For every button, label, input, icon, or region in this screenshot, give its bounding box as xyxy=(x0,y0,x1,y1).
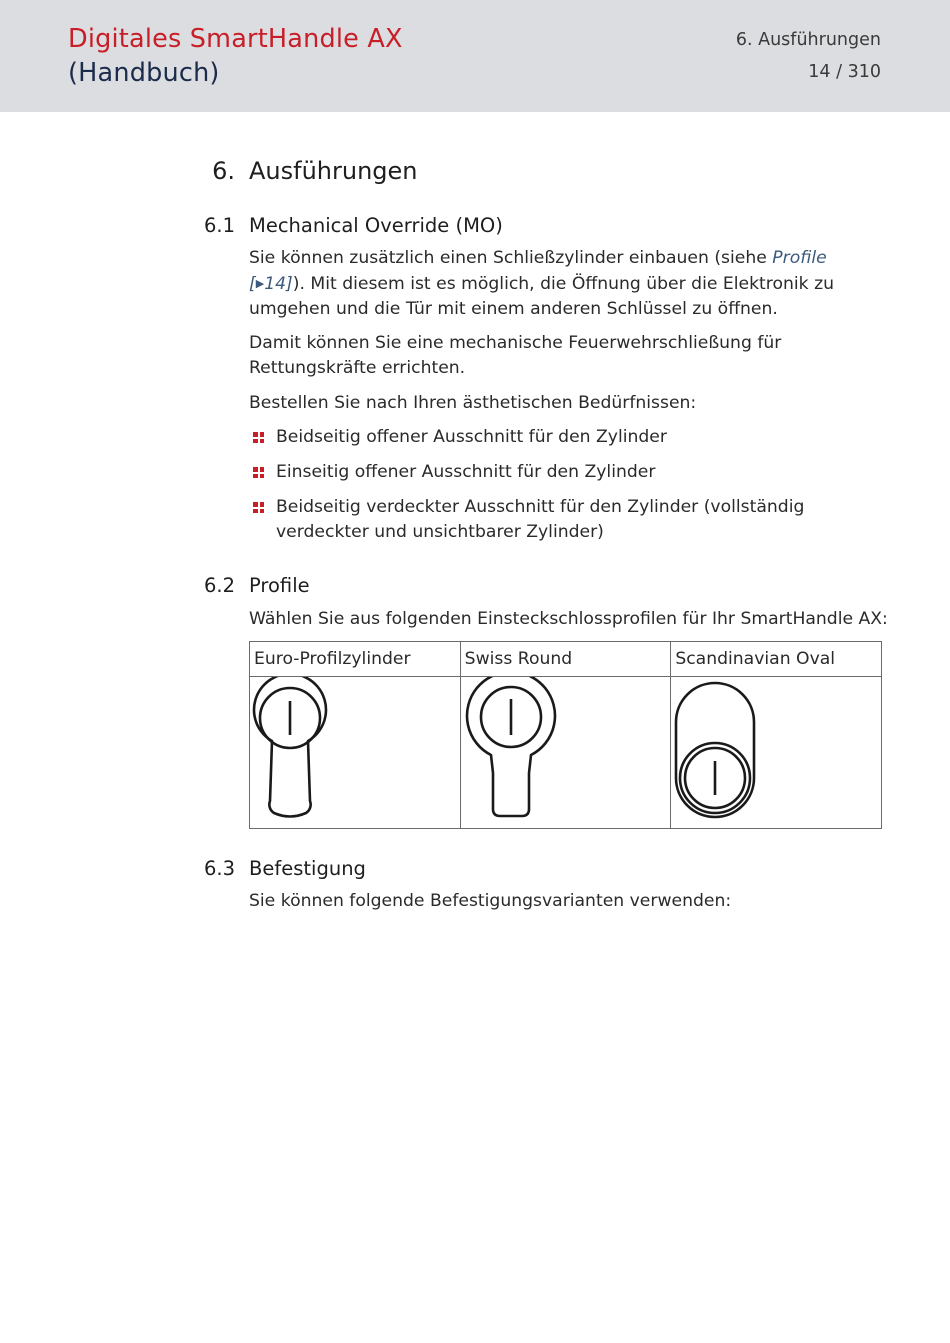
table-header-row xyxy=(250,642,882,677)
paragraph-fire-brigade: Damit können Sie eine mechanische Feuerwehrschließung für Rettungskräfte errichten. xyxy=(249,333,782,378)
paragraph-text: Sie können zusätzlich einen Schließzylinder einbauen (siehe xyxy=(249,248,773,268)
swiss-round-cylinder-icon xyxy=(461,677,671,829)
page-number: 14 / 310 xyxy=(808,62,881,82)
list-item-text: Einseitig offener Ausschnitt für den Zylinder xyxy=(276,462,656,482)
chapter-title: Ausführungen xyxy=(249,157,418,185)
table-header-cell: Euro-Profilzylinder xyxy=(250,642,461,677)
document-title-line1: Digitales SmartHandle AX xyxy=(68,24,403,54)
link-label: Profile xyxy=(772,248,827,268)
list-item-text: Beidseitig offener Ausschnitt für den Zylinder xyxy=(276,427,667,447)
link-page-number: 14] xyxy=(264,274,293,294)
section-title: Mechanical Override (MO) xyxy=(249,214,503,237)
document-title xyxy=(68,22,403,90)
scandinavian-oval-cylinder-icon xyxy=(671,677,881,829)
table-row xyxy=(250,677,882,829)
paragraph-mo-intro xyxy=(249,246,889,322)
bullet-icon xyxy=(253,502,264,513)
list-item-text: Beidseitig verdeckter Ausschnitt für den Zylinder (vollständig verdeckter und unsichtbarer Zylinder) xyxy=(276,497,805,542)
euro-profile-cylinder-icon xyxy=(250,677,460,829)
bullet-icon xyxy=(253,467,264,478)
section-number: 6.3 xyxy=(203,857,235,880)
section-title: Profile xyxy=(249,574,310,597)
page-header xyxy=(0,0,950,112)
bullet-icon xyxy=(253,432,264,443)
paragraph-text: ). Mit diesem ist es möglich, die Öffnung über die Elektronik zu umgehen und die Tür mit einem anderen Schlüssel zu öffnen. xyxy=(249,274,834,319)
page-arrow-icon: ▶ xyxy=(255,277,265,290)
table-cell xyxy=(460,677,671,829)
paragraph-befestigung-intro: Sie können folgende Befestigungsvarianten verwenden: xyxy=(249,891,732,911)
paragraph-profile-intro: Wählen Sie aus folgenden Einsteckschlossprofilen für Ihr SmartHandle AX: xyxy=(249,609,888,629)
paragraph-order: Bestellen Sie nach Ihren ästhetischen Bedürfnissen: xyxy=(249,393,697,413)
profile-table xyxy=(249,641,882,829)
table-header-cell: Scandinavian Oval xyxy=(671,642,882,677)
section-title: Befestigung xyxy=(249,857,366,880)
section-number: 6.1 xyxy=(203,214,235,237)
running-chapter-title: 6. Ausführungen xyxy=(735,30,881,50)
table-cell xyxy=(250,677,461,829)
document-title-line2: (Handbuch) xyxy=(68,58,220,88)
link-bracket: [ xyxy=(249,274,256,294)
section-number: 6.2 xyxy=(203,574,235,597)
table-header-cell: Swiss Round xyxy=(460,642,671,677)
table-cell xyxy=(671,677,882,829)
chapter-number: 6. xyxy=(212,157,235,185)
